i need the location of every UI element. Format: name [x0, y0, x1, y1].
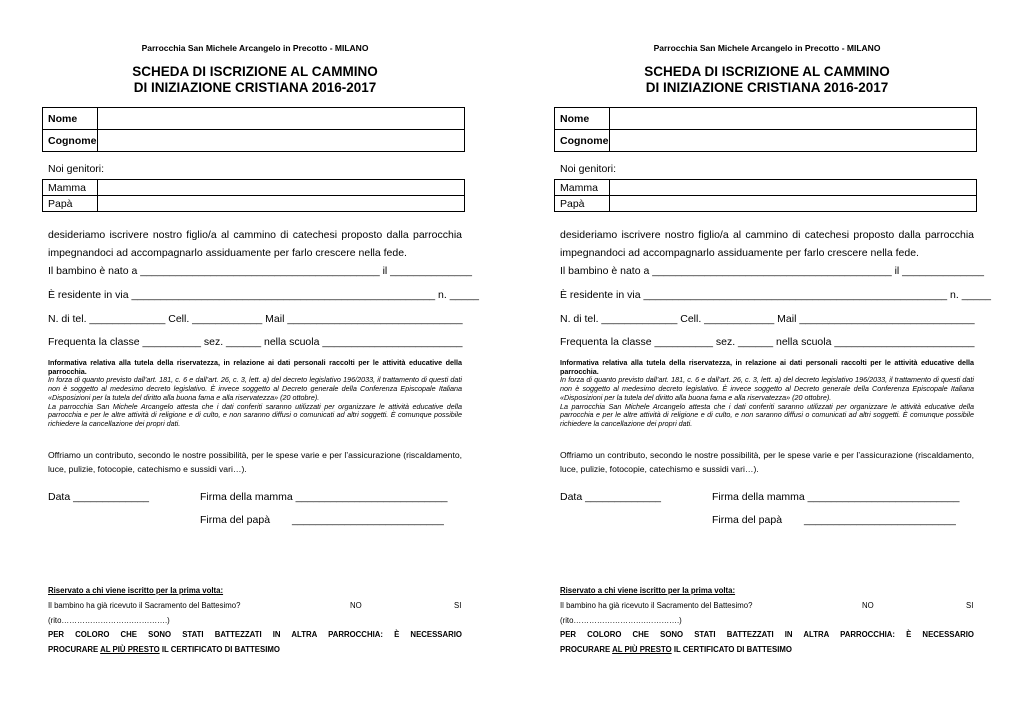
mamma-label: Mamma	[555, 180, 610, 196]
note-procurare: PROCURARE	[48, 645, 99, 654]
note-procurare: PROCURARE	[560, 645, 611, 654]
reserved-heading: Riservato a chi viene iscritto per la prima volta:	[48, 586, 224, 595]
request-line-2: impegnandoci ad accompagnarlo assiduamente per farlo crescere nella fede.	[48, 247, 407, 259]
mamma-field[interactable]	[98, 180, 465, 196]
privacy-notice	[560, 359, 974, 429]
baptism-si[interactable]: SI	[454, 601, 462, 610]
certificate-note-1: PER COLORO CHE SONO STATI BATTEZZATI IN ALTRA PARROCCHIA: È NECESSARIO	[560, 630, 974, 639]
reserved-heading: Riservato a chi viene iscritto per la prima volta:	[560, 586, 736, 595]
name-table	[42, 107, 465, 152]
parish-name: Parrocchia San Michele Arcangelo in Precotto - MILANO	[653, 43, 881, 53]
mamma-field[interactable]	[610, 180, 977, 196]
cognome-label: Cognome	[555, 130, 610, 152]
parents-intro: Noi genitori:	[48, 163, 105, 175]
contribution-text: Offriamo un contributo, secondo le nostre possibilità, per le spese varie e per l’assicurazione (riscaldamento, luce, pulizie, fotocopie, catechismo e sussidi vari…).	[48, 450, 462, 474]
birth-line[interactable]: Il bambino è nato a _________________________________________ il ______________	[560, 265, 984, 277]
rito-line[interactable]: (rito……………………….………….)	[48, 616, 170, 625]
residence-line[interactable]: È residente in via ____________________________________________________ n. _____	[48, 289, 479, 301]
papa-field[interactable]	[610, 196, 977, 212]
rito-line[interactable]: (rito……………………….………….)	[560, 616, 682, 625]
parents-table	[42, 179, 465, 212]
title-line-2: DI INIZIAZIONE CRISTIANA 2016-2017	[645, 80, 889, 95]
note-al-piu-presto: AL PIÙ PRESTO	[612, 645, 672, 654]
title-line-1: SCHEDA DI ISCRIZIONE AL CAMMINO	[644, 64, 890, 79]
nome-field[interactable]	[610, 108, 977, 130]
baptism-no[interactable]: NO	[862, 601, 874, 610]
birth-line[interactable]: Il bambino è nato a _________________________________________ il ______________	[48, 265, 472, 277]
baptism-question: Il bambino ha già ricevuto il Sacramento del Battesimo?	[560, 601, 753, 610]
papa-field[interactable]	[98, 196, 465, 212]
certificate-note-2	[48, 645, 280, 654]
note-al-piu-presto: AL PIÙ PRESTO	[100, 645, 160, 654]
contacts-line[interactable]: N. di tel. _____________ Cell. ____________ Mail ______________________________	[560, 313, 975, 325]
school-line[interactable]: Frequenta la classe __________ sez. ______ nella scuola ________________________	[48, 336, 463, 348]
father-signature-line[interactable]: __________________________	[804, 514, 956, 526]
residence-line[interactable]: È residente in via ____________________________________________________ n. _____	[560, 289, 991, 301]
privacy-text-2: La parrocchia San Michele Arcangelo attesta che i dati conferiti saranno utilizzati per organizzare le attività educative della parrocchia e per le altre attività di religione e di culto, e non saranno diffusi o comunicati ad altri soggetti. È comunque possibile richiedere la cancellazione dei propri dati.	[48, 401, 462, 428]
cognome-field[interactable]	[610, 130, 977, 152]
request-line-2: impegnandoci ad accompagnarlo assiduamente per farlo crescere nella fede.	[560, 247, 919, 259]
parents-table	[554, 179, 977, 212]
mother-signature-line[interactable]: Firma della mamma __________________________	[712, 491, 960, 503]
certificate-note-2	[560, 645, 792, 654]
cognome-field[interactable]	[98, 130, 465, 152]
note-certificato: IL CERTIFICATO DI BATTESIMO	[161, 645, 280, 654]
title-line-2: DI INIZIAZIONE CRISTIANA 2016-2017	[133, 80, 377, 95]
cognome-label: Cognome	[43, 130, 98, 152]
baptism-si[interactable]: SI	[966, 601, 974, 610]
contribution-text: Offriamo un contributo, secondo le nostre possibilità, per le spese varie e per l’assicurazione (riscaldamento, luce, pulizie, fotocopie, catechismo e sussidi vari…).	[560, 450, 974, 474]
father-signature-label: Firma del papà	[712, 514, 783, 526]
date-line[interactable]: Data _____________	[560, 491, 662, 503]
baptism-no[interactable]: NO	[350, 601, 362, 610]
request-line-1: desideriamo iscrivere nostro figlio/a al cammino di catechesi proposto dalla parrocchia	[560, 229, 974, 241]
mamma-label: Mamma	[43, 180, 98, 196]
note-certificato: IL CERTIFICATO DI BATTESIMO	[673, 645, 792, 654]
request-line-1: desideriamo iscrivere nostro figlio/a al cammino di catechesi proposto dalla parrocchia	[48, 229, 462, 241]
privacy-text-1: In forza di quanto previsto dall’art. 181, c. 6 e dall’art. 26, c. 3, lett. a) del decreto legislativo 196/2033, il trattamento di questi dati non è soggetto al medesimo decreto legislativo. È invece soggetto al Decreto generale della Conferenza Episcopale Italiana «Disposizioni per la tutela del diritto alla buona fama e alla riservatezza» (20 ottobre).	[48, 375, 462, 402]
privacy-text-1: In forza di quanto previsto dall’art. 181, c. 6 e dall’art. 26, c. 3, lett. a) del decreto legislativo 196/2033, il trattamento di questi dati non è soggetto al medesimo decreto legislativo. È invece soggetto al Decreto generale della Conferenza Episcopale Italiana «Disposizioni per la tutela del diritto alla buona fama e alla riservatezza» (20 ottobre).	[560, 375, 974, 402]
father-signature-line[interactable]: __________________________	[292, 514, 444, 526]
papa-label: Papà	[43, 196, 98, 212]
name-table	[554, 107, 977, 152]
title-line-1: SCHEDA DI ISCRIZIONE AL CAMMINO	[132, 64, 378, 79]
parish-name: Parrocchia San Michele Arcangelo in Precotto - MILANO	[141, 43, 369, 53]
form-title	[30, 64, 480, 96]
certificate-note-1: PER COLORO CHE SONO STATI BATTEZZATI IN ALTRA PARROCCHIA: È NECESSARIO	[48, 630, 462, 639]
date-line[interactable]: Data _____________	[48, 491, 150, 503]
papa-label: Papà	[555, 196, 610, 212]
privacy-notice	[48, 359, 462, 429]
form-title	[542, 64, 992, 96]
contacts-line[interactable]: N. di tel. _____________ Cell. ____________ Mail ______________________________	[48, 313, 463, 325]
father-signature-label: Firma del papà	[200, 514, 271, 526]
nome-label: Nome	[43, 108, 98, 130]
nome-label: Nome	[555, 108, 610, 130]
privacy-heading: Informativa relativa alla tutela della riservatezza, in relazione ai dati personali raccolti per le attività educative della parrocchia.	[48, 358, 462, 376]
privacy-heading: Informativa relativa alla tutela della riservatezza, in relazione ai dati personali raccolti per le attività educative della parrocchia.	[560, 358, 974, 376]
baptism-question: Il bambino ha già ricevuto il Sacramento del Battesimo?	[48, 601, 241, 610]
privacy-text-2: La parrocchia San Michele Arcangelo attesta che i dati conferiti saranno utilizzati per organizzare le attività educative della parrocchia e per le altre attività di religione e di culto, e non saranno diffusi o comunicati ad altri soggetti. È comunque possibile richiedere la cancellazione dei propri dati.	[560, 401, 974, 428]
nome-field[interactable]	[98, 108, 465, 130]
school-line[interactable]: Frequenta la classe __________ sez. ______ nella scuola ________________________	[560, 336, 975, 348]
mother-signature-line[interactable]: Firma della mamma __________________________	[200, 491, 448, 503]
parents-intro: Noi genitori:	[560, 163, 617, 175]
